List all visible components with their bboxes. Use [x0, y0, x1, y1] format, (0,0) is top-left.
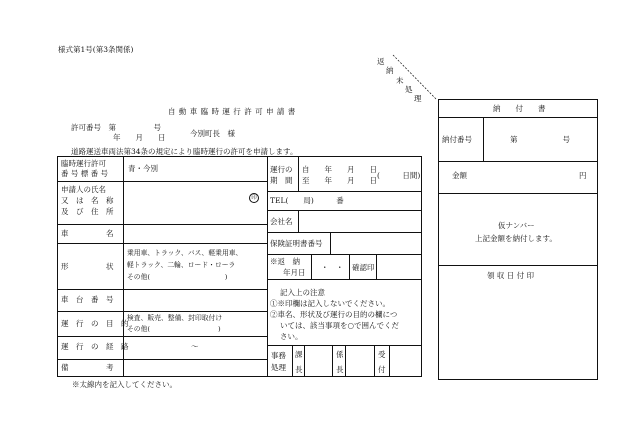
office-label: 処理 — [271, 363, 286, 372]
shape-options[interactable]: 軽トラック、二輪、ロード・ローラ — [127, 261, 236, 269]
shape-other[interactable]: その他( ) — [127, 273, 228, 281]
return-char: 返 — [377, 57, 385, 66]
row-applicant-label: 及 び 住 所 — [61, 207, 114, 216]
sub-label: 長 — [336, 365, 344, 374]
return-char: 処 — [405, 85, 413, 94]
fee-amount-unit[interactable]: 円 — [579, 171, 587, 180]
notes-title: 記入上の注意 — [280, 288, 325, 297]
mayor-addressee: 今別町長 様 — [190, 129, 235, 138]
seal-mark: 印 — [249, 193, 259, 203]
sub-label: 係 — [336, 350, 344, 359]
plate-number-value[interactable]: 青・今別 — [128, 164, 158, 173]
form-number: 様式第1号(第3条関係) — [58, 45, 134, 54]
row-purpose-label: 運 行 の 目 的 — [61, 319, 129, 328]
row-applicant-label: 又 は 名 称 — [61, 196, 114, 205]
row-plate-label: 臨時運行許可 — [61, 159, 106, 168]
fee-number-label: 納付番号 — [442, 135, 472, 144]
notes-line: いては、該当事項を○で囲んでくだ — [280, 321, 400, 330]
row-remarks-label: 備 考 — [61, 363, 114, 372]
company-label: 会社名 — [270, 217, 293, 226]
period-to[interactable]: 至 年 月 日 — [302, 176, 377, 185]
route-value[interactable]: 〜 — [191, 342, 199, 351]
return-char: 理 — [414, 94, 422, 103]
return-char: 未 — [396, 76, 404, 85]
permit-number-label[interactable]: 許可番号 第 号 — [71, 123, 161, 132]
insurance-label: 保険証明書番号 — [270, 239, 323, 248]
notes-line: ②車名、形状及び運行の目的の欄につ — [270, 310, 398, 319]
application-date[interactable]: 年 月 日 — [113, 133, 166, 142]
row-route-label: 運 行 の 経 路 — [61, 342, 129, 351]
row-chassis-label: 車 台 番 号 — [61, 295, 114, 304]
tel-field[interactable]: TEL( 局) 番 — [270, 196, 344, 205]
return-char: 納 — [386, 66, 394, 75]
purpose-options[interactable]: 検査、販売、整備、封印取付け — [127, 314, 223, 322]
chief-label: 課 — [295, 350, 303, 359]
fee-number-value[interactable]: 第 号 — [510, 135, 570, 144]
chief-label: 長 — [295, 365, 303, 374]
fee-note: 仮ナンバー — [498, 221, 535, 230]
recv-label: 付 — [378, 365, 386, 374]
shape-options[interactable]: 乗用車、トラック、バス、軽乗用車、 — [127, 249, 243, 257]
purpose-other[interactable]: その他( ) — [127, 325, 221, 333]
period-from[interactable]: 自 年 月 日 — [302, 165, 377, 174]
fee-amount-label: 金額 — [452, 171, 467, 180]
statement: 道路運送車両法第34条の規定により臨時運行の許可を申請します。 — [71, 147, 298, 156]
row-applicant-label: 申請人の氏名 — [61, 185, 106, 194]
footer-note: ※太線内を記入してください。 — [72, 380, 177, 389]
return-mark: ※返 納 — [270, 257, 300, 266]
notes-line: さい。 — [280, 332, 303, 341]
row-car-name-label: 車 名 — [61, 229, 114, 238]
recv-label: 受 — [378, 350, 386, 359]
receipt-stamp-label: 領 収 日 付 印 — [487, 271, 535, 280]
row-shape-label: 形 状 — [61, 262, 114, 271]
fee-note: 上記金額を納付します。 — [475, 234, 557, 243]
return-date-value[interactable]: ・ ・ — [321, 263, 344, 272]
fee-header: 納 付 書 — [493, 104, 546, 113]
row-plate-label: 番 号 標 番 号 — [61, 169, 109, 178]
page-title: 自 動 車 臨 時 運 行 許 可 申 請 書 — [168, 107, 296, 116]
period-label: 運行の — [270, 165, 293, 174]
notes-line: ①※印欄は記入しないでください。 — [270, 299, 390, 308]
confirm-seal-label: 確認印 — [352, 263, 375, 272]
period-label: 期 間 — [270, 176, 293, 185]
period-days[interactable]: ( 日間) — [377, 171, 421, 180]
office-label: 事務 — [271, 351, 286, 360]
return-date-label: 年月日 — [283, 268, 306, 277]
